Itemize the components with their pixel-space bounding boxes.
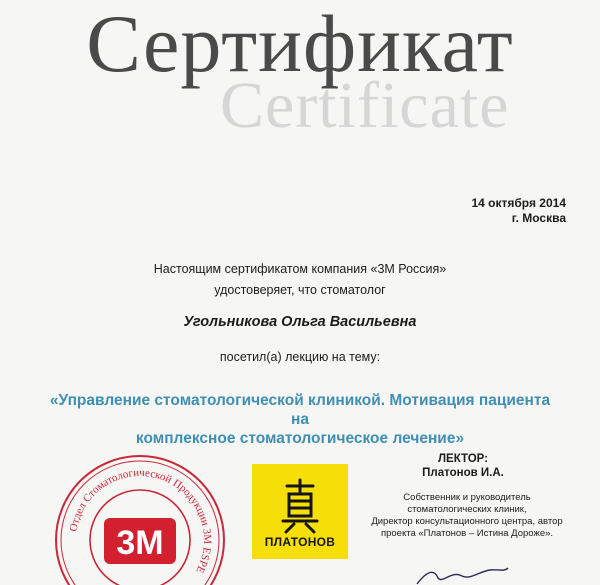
- lector-heading: ЛЕКТОР:: [437, 453, 489, 465]
- date-block: [471, 196, 566, 226]
- lecture-topic-line-1: «Управление стоматологической клиникой. Мотивация пациента на: [49, 392, 551, 428]
- 3m-logo-text: 3M: [116, 524, 164, 562]
- certificate-statement-line-1: Настоящим сертификатом компания «3М Россия»: [153, 262, 447, 276]
- lecture-topic-line-2: комплексное стоматологическое лечение»: [135, 430, 465, 447]
- lector-signature: [412, 560, 512, 585]
- lector-block: [388, 452, 538, 480]
- lector-bio-line-2: стоматологических клиник,: [407, 504, 527, 515]
- lector-name: Платонов И.А.: [422, 467, 504, 479]
- issue-date: 14 октября 2014: [471, 196, 566, 210]
- 3m-stamp: [52, 452, 228, 585]
- certificate-statement-line-2: удостоверяет, что стоматолог: [214, 283, 386, 297]
- certificate-statement-line-3: посетил(а) лекцию на тему:: [219, 350, 381, 364]
- platonov-logo: [252, 464, 348, 559]
- lecture-topic: [40, 391, 560, 448]
- certificate-title-english: Certificate: [220, 69, 510, 142]
- stamp-ring-text: Отдел Стоматологической Продукции 3M ESPE: [67, 466, 214, 576]
- lector-bio: [352, 492, 582, 540]
- certificate-title-russian: Сертификат: [86, 0, 514, 89]
- platonov-logo-text: ПЛАТОНОВ: [264, 535, 336, 549]
- lector-bio-line-4: проекта «Платонов – Истина Дороже».: [380, 528, 554, 539]
- issue-city: г. Москва: [511, 211, 566, 225]
- lector-bio-line-3: Директор консультационного центра, автор: [371, 516, 563, 527]
- recipient-name: Угольникова Ольга Васильевна: [183, 314, 417, 330]
- lector-bio-line-1: Собственник и руководитель: [403, 492, 531, 503]
